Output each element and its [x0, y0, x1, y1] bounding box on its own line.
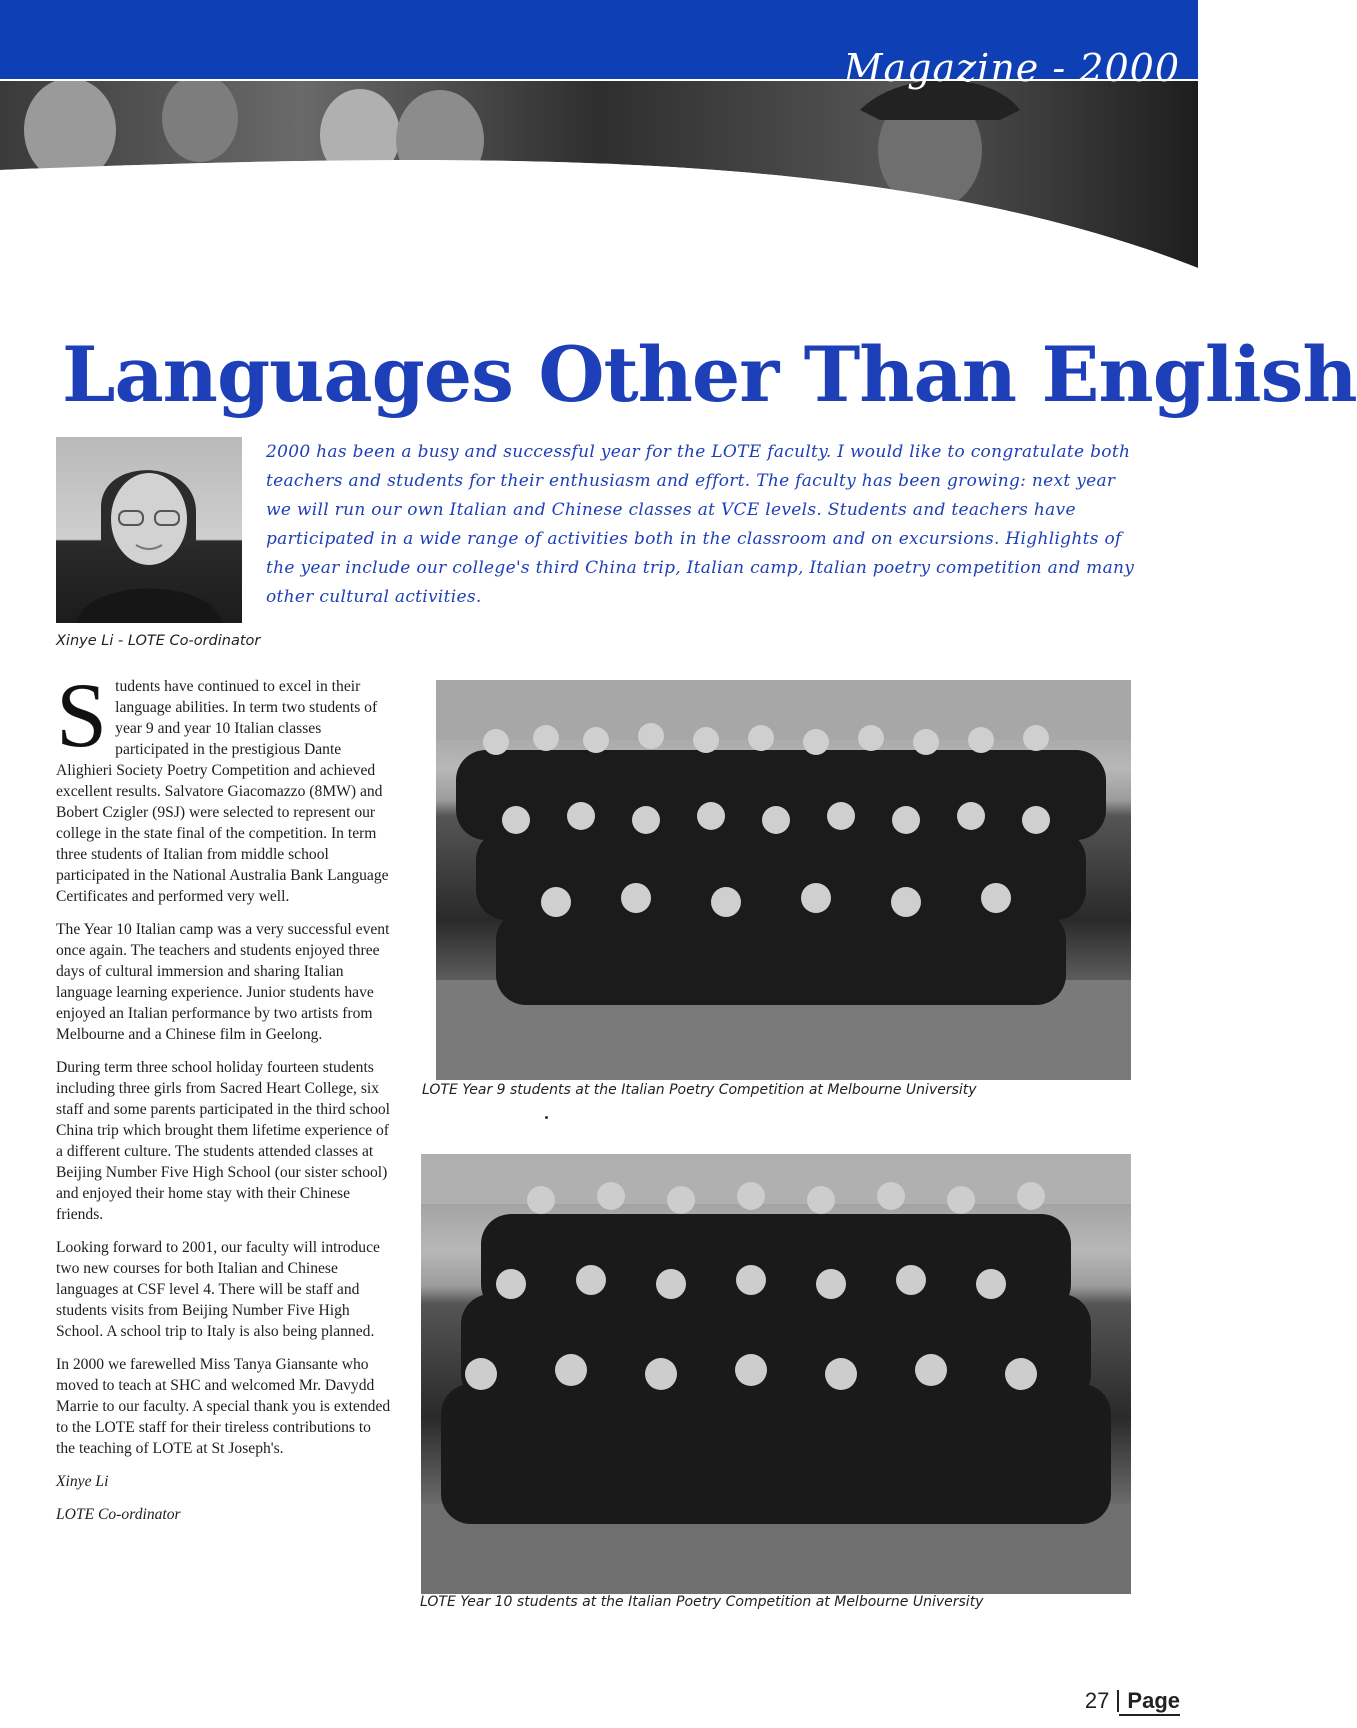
header-banner [0, 0, 1198, 300]
page-number: 27 [1085, 1690, 1119, 1712]
page-word: Page [1119, 1688, 1180, 1716]
group-photo-year-9-graphic [436, 680, 1131, 1080]
body-paragraph-4: Looking forward to 2001, our faculty will introduce two new courses for both Italian and Chinese languages at CSF level 4. There will be staff and students visits from Beijing Number Five High School. A school trip to Italy is also being planned. [56, 1239, 380, 1340]
photo-2-caption: LOTE Year 10 students at the Italian Poetry Competition at Melbourne University [420, 1594, 984, 1610]
dropcap: S [56, 664, 108, 766]
body-column [56, 664, 392, 1537]
body-paragraph-1-text: tudents have continued to excel in their language abilities. In term two students of year 9 and year 10 Italian classes participated in the prestigious Dante Alighieri Society Poetry Competition and achieved excellent results. Salvatore Giacomazzo (8MW) and Bobert Czigler (9SJ) were selected to represent our college in the state final of the competition. In term three students of Italian from middle school participated in the National Australia Bank Language Certificates and performed very well. [56, 678, 389, 905]
magazine-label: Magazine - 2000 [843, 46, 1180, 90]
body-paragraph-3: During term three school holiday fourteen students including three girls from Sacred Heart College, six staff and some parents participated in the third school China trip which brought them lifetime experience of a different culture. The students attended classes at Beijing Number Five High School (our sister school) and enjoyed their home stay with their Chinese friends. [56, 1059, 391, 1223]
portrait-caption: Xinye Li - LOTE Co-ordinator [56, 633, 261, 649]
portrait-photo [56, 437, 242, 623]
body-paragraph-5: In 2000 we farewelled Miss Tanya Giansante who moved to teach at SHC and welcomed Mr. Davydd Marrie to our faculty. A special thank you is extended to the LOTE staff for their tireless contributions to the teaching of LOTE at St Joseph's. [56, 1356, 391, 1457]
page-title: Languages Other Than English [62, 330, 1357, 419]
portrait-silhouette-icon [56, 437, 242, 623]
print-speck [545, 1116, 548, 1119]
group-photo-year-9 [436, 680, 1131, 1080]
signoff-name: Xinye Li [56, 1473, 109, 1490]
signoff-role: LOTE Co-ordinator [56, 1506, 181, 1523]
group-photo-year-10 [421, 1154, 1131, 1594]
group-photo-year-10-graphic [421, 1154, 1131, 1594]
intro-paragraph: 2000 has been a busy and successful year for the LOTE faculty. I would like to congratulate both teachers and students for their enthusiasm and effort. The faculty has been growing: next year we will run our own Italian and Chinese classes at VCE levels. Students and teachers have participated in a wide range of activities both in the classroom and on excursions. Highlights of the year include our college's third China trip, Italian camp, Italian poetry competition and many other cultural activities. [266, 442, 1135, 607]
header-banner-graphic [0, 0, 1198, 300]
body-paragraph-2: The Year 10 Italian camp was a very successful event once again. The teachers and students enjoyed three days of cultural immersion and sharing Italian language learning experience. Junior students have enjoyed an Italian performance by two artists from Melbourne and a Chinese film in Geelong. [56, 921, 390, 1043]
body-paragraph-1 [56, 664, 392, 907]
photo-1-caption: LOTE Year 9 students at the Italian Poetry Competition at Melbourne University [422, 1082, 977, 1098]
page-footer [1085, 1688, 1180, 1716]
